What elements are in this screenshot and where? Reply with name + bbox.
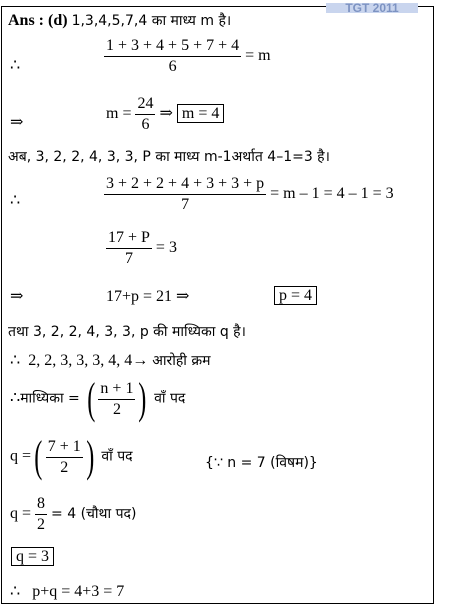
mean-equation-1: $\frac{1 + 3 + 4 + 5 + 7 + 4}{6}$ = m xyxy=(106,37,271,75)
q-result-box: q = 3 xyxy=(11,548,54,566)
mean-equation-4: $\frac{17 + P}{7}$ = 3 xyxy=(108,229,177,267)
sorted-order-line: ∴ 2, 2, 3, 3, 3, 4, 4→ आरोही क्रम xyxy=(10,352,211,369)
median-statement: तथा 3, 2, 2, 4, 3, 3, p की माध्यिका q है। xyxy=(8,324,246,340)
implies-symbol: ⇒ xyxy=(10,288,24,305)
fraction-sum-over-7: $\frac{3 + 2 + 2 + 4 + 3 + 3 + p}{7}$ xyxy=(106,175,265,213)
fraction-7-plus-1-over-2: $\frac{7 + 1}{2}$ xyxy=(47,437,81,476)
p-result-box: p = 4 xyxy=(274,287,317,305)
mean-equation-3: $\frac{3 + 2 + 2 + 4 + 3 + 3 + p}{7}$ = m – 1 = 4 – 1 = 3 xyxy=(106,175,394,213)
therefore-symbol: ∴ xyxy=(10,57,21,74)
n-odd-note: {∵ n = 7 (विषम)} xyxy=(205,455,318,471)
p-equation: 17+p = 21 ⇒ xyxy=(106,288,190,305)
ascending-label: आरोही क्रम xyxy=(152,353,211,369)
q-formula: q =( $\frac{7 + 1}{2}$ ) वाँ पद xyxy=(10,432,133,481)
answer-box xyxy=(1,3,434,604)
mean-equation-2: m = $\frac{24}{6}$ ⇒ m = 4 xyxy=(106,95,224,134)
new-mean-statement: अब, 3, 2, 2, 4, 3, 3, P का माध्य m-1अर्थात 4–1=3 है। xyxy=(8,149,330,165)
fraction-17p-over-7: $\frac{17 + P}{7}$ xyxy=(108,229,150,267)
exam-tag: TGT 2011 xyxy=(326,3,418,13)
answer-label: Ans : (d) xyxy=(8,12,68,29)
m-result-box: m = 4 xyxy=(177,104,224,123)
sorted-values: 2, 2, 3, 3, 3, 4, 4 xyxy=(28,352,133,369)
answer-line xyxy=(8,12,231,30)
implies-symbol: ⇒ xyxy=(10,114,24,131)
final-answer-line: ∴ p+q = 4+3 = 7 xyxy=(10,583,125,600)
therefore-symbol: ∴ xyxy=(10,192,21,209)
fraction-sum-over-6: $\frac{1 + 3 + 4 + 5 + 7 + 4}{6}$ xyxy=(106,37,240,75)
q-equation: q = $\frac{8}{2}$ = 4 (चौथा पद) xyxy=(10,495,137,533)
answer-statement: 1,3,4,5,7,4 का माध्य m है। xyxy=(71,13,232,29)
fraction-24-over-6: $\frac{24}{6}$ xyxy=(137,95,154,133)
fraction-n-plus-1-over-2: $\frac{n + 1}{2}$ xyxy=(100,379,134,418)
final-answer: p+q = 4+3 = 7 xyxy=(32,583,125,600)
median-formula: ∴माध्यिका = ( $\frac{n + 1}{2}$ ) वाँ पद xyxy=(10,374,186,423)
fraction-8-over-2: $\frac{8}{2}$ xyxy=(37,495,46,533)
